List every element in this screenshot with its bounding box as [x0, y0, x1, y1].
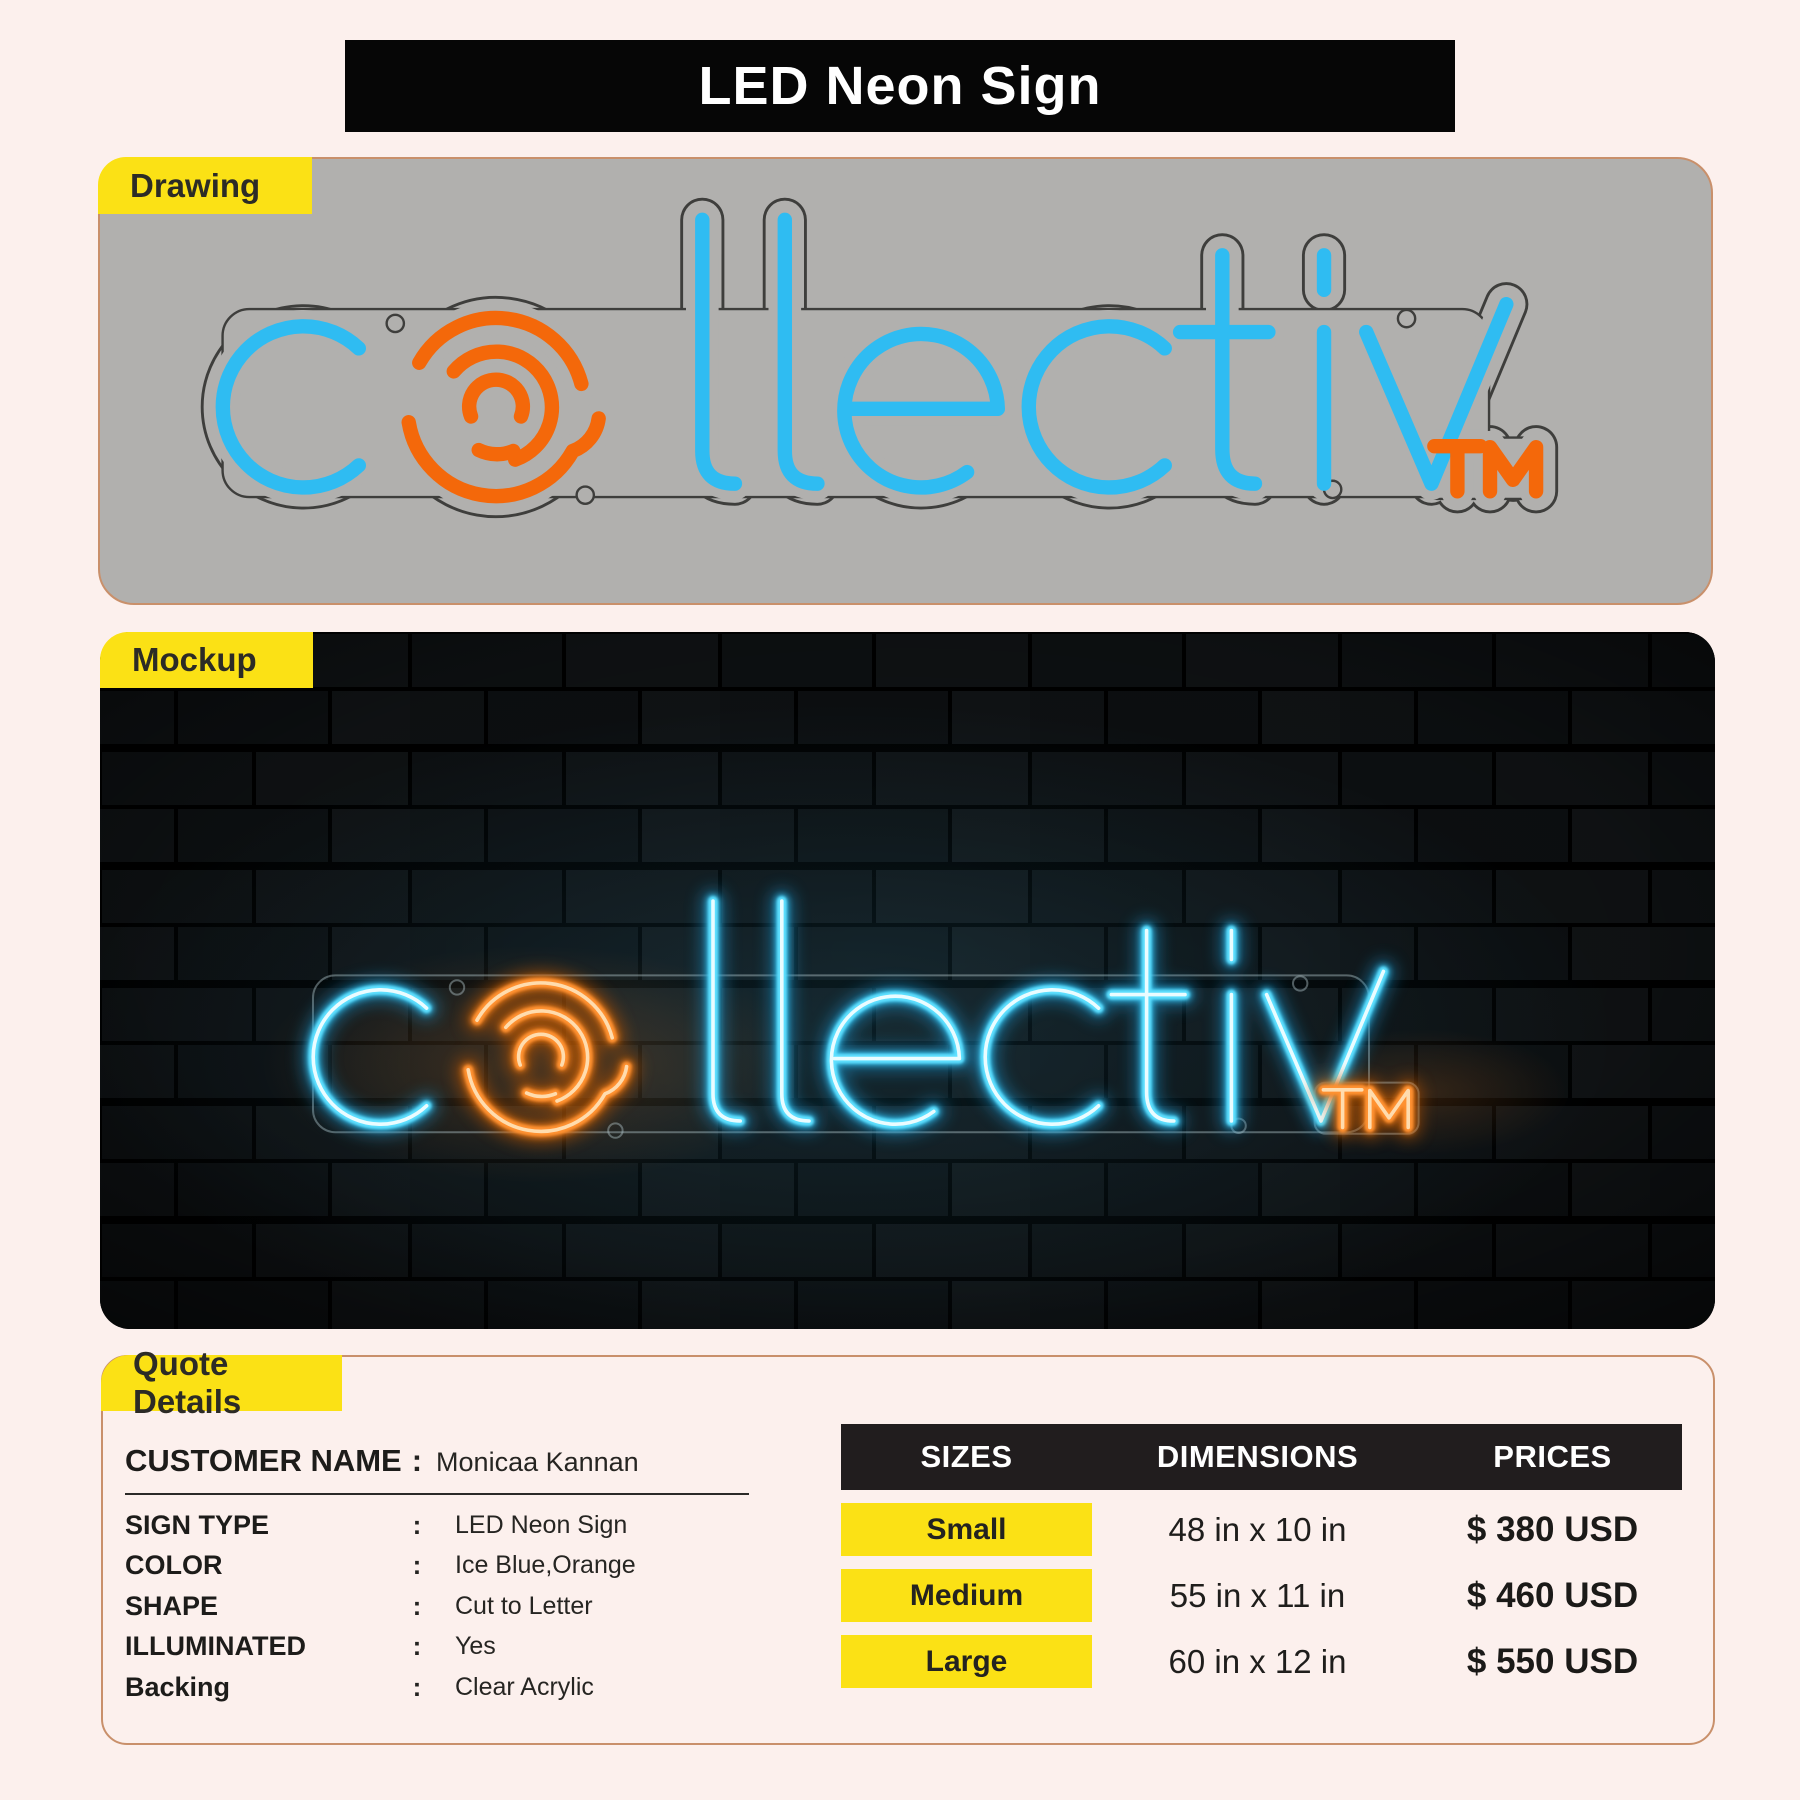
price-value: $ 550 USD — [1466, 1641, 1639, 1681]
title-banner — [345, 40, 1455, 132]
field-colon: : — [412, 1509, 422, 1540]
field-row-illuminated — [125, 1627, 805, 1668]
price-value: $ 380 USD — [1466, 1509, 1639, 1549]
field-label: COLOR — [125, 1550, 223, 1581]
field-label: SIGN TYPE — [125, 1509, 270, 1540]
size-badge: Small — [841, 1503, 1092, 1556]
table-row-small — [841, 1503, 1682, 1556]
table-row-large — [841, 1635, 1682, 1688]
field-value: Clear Acrylic — [455, 1672, 594, 1701]
quote-details-card — [101, 1355, 1715, 1745]
size-badge: Medium — [841, 1569, 1092, 1622]
customer-name-colon: : — [411, 1443, 423, 1478]
drawing-section-tag — [98, 157, 312, 214]
field-value: Ice Blue,Orange — [455, 1551, 636, 1580]
field-colon: : — [412, 1550, 422, 1581]
field-colon: : — [412, 1590, 422, 1621]
field-value: LED Neon Sign — [455, 1510, 628, 1539]
sign-cad-drawing — [165, 167, 1585, 570]
field-colon: : — [412, 1631, 422, 1662]
customer-name-value: Monicaa Kannan — [436, 1447, 639, 1477]
neon-sign-mockup — [100, 632, 1715, 1329]
mockup-section-label: Mockup — [132, 641, 257, 678]
mockup-section-tag — [100, 632, 313, 688]
field-value: Cut to Letter — [455, 1591, 593, 1620]
page-title: LED Neon Sign — [698, 56, 1102, 116]
field-label: ILLUMINATED — [125, 1631, 306, 1662]
field-row-shape — [125, 1586, 805, 1627]
customer-underline — [125, 1493, 749, 1495]
table-row-medium — [841, 1569, 1682, 1622]
quote-fields — [125, 1505, 805, 1708]
field-row-backing — [125, 1667, 805, 1708]
drawing-section-label: Drawing — [130, 166, 261, 204]
mockup-panel — [100, 632, 1715, 1329]
customer-name-label: CUSTOMER NAME — [125, 1443, 402, 1478]
dimensions-value: 55 in x 11 in — [1169, 1576, 1346, 1614]
quote-section-tag — [101, 1345, 342, 1420]
header-dimensions: DIMENSIONS — [1156, 1439, 1359, 1474]
field-label: SHAPE — [125, 1590, 219, 1621]
field-value: Yes — [455, 1632, 496, 1661]
drawing-panel — [98, 157, 1713, 605]
field-row-sign-type — [125, 1505, 805, 1546]
customer-name-row — [125, 1443, 785, 1479]
header-sizes: SIZES — [920, 1439, 1013, 1474]
field-label: Backing — [125, 1671, 231, 1702]
price-table — [841, 1424, 1682, 1688]
quote-section-label: Quote Details — [133, 1345, 242, 1420]
price-value: $ 460 USD — [1466, 1575, 1639, 1615]
price-table-header — [841, 1424, 1682, 1490]
field-colon: : — [412, 1671, 422, 1702]
size-badge: Large — [841, 1635, 1092, 1688]
dimensions-value: 60 in x 12 in — [1168, 1642, 1347, 1680]
dimensions-value: 48 in x 10 in — [1168, 1510, 1347, 1548]
header-prices: PRICES — [1493, 1439, 1612, 1474]
field-row-color — [125, 1546, 805, 1587]
